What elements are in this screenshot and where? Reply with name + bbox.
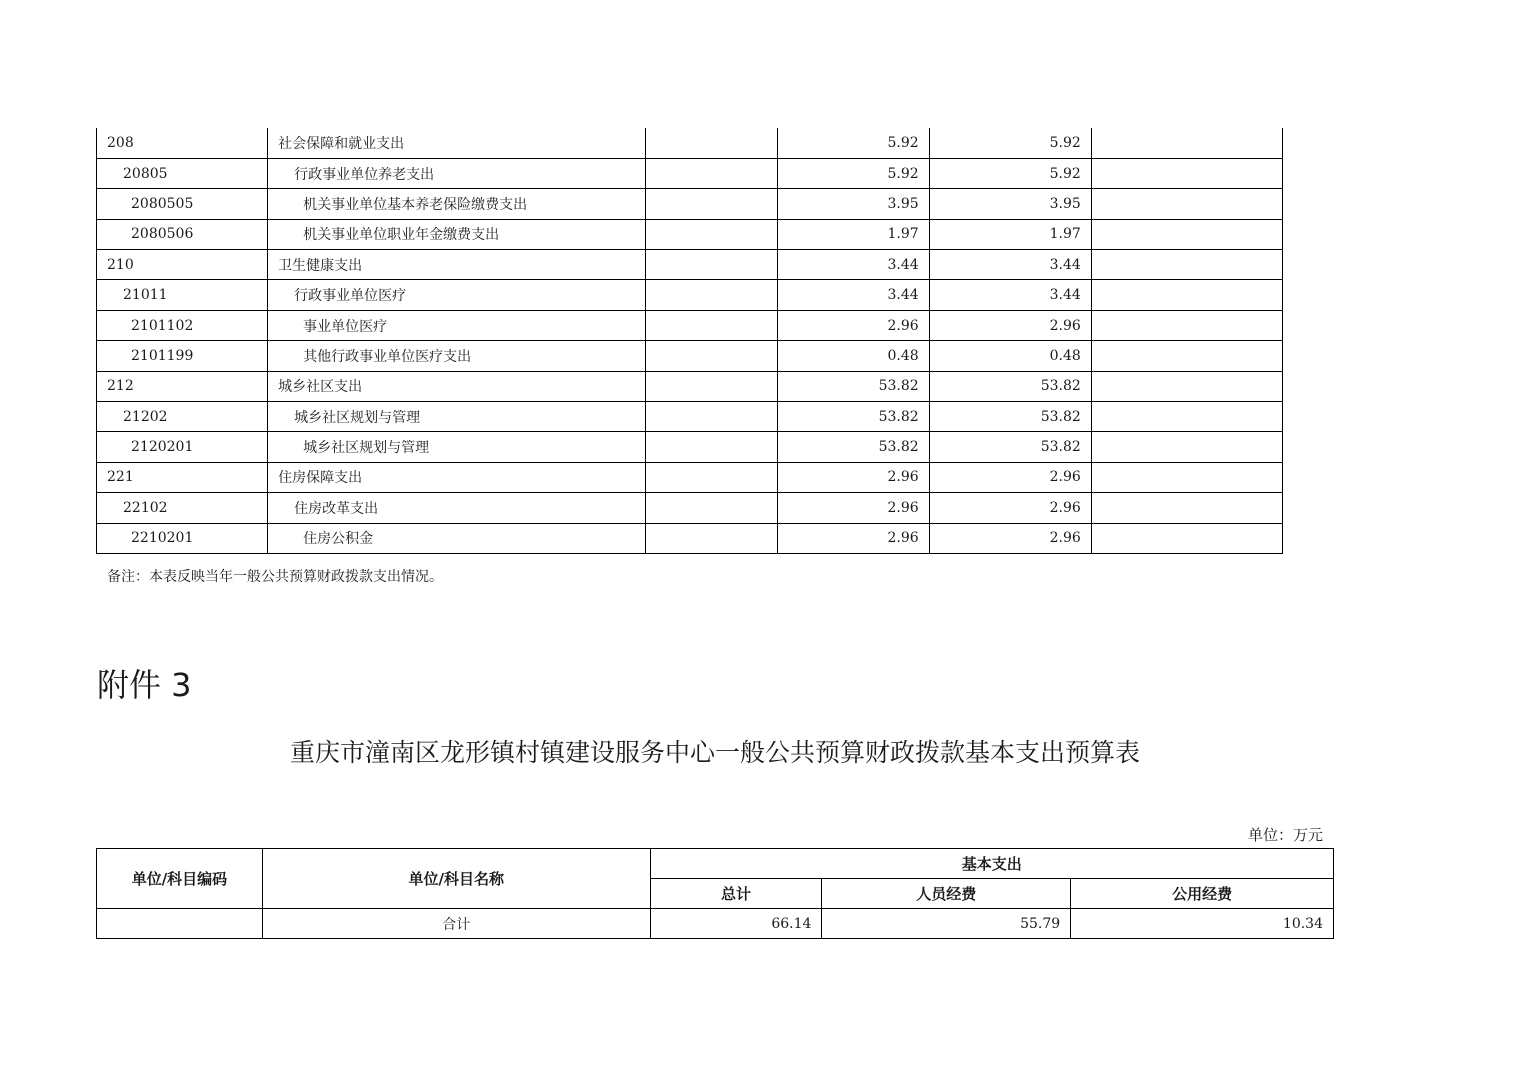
row-code: 2101199 xyxy=(97,341,268,371)
header-code: 单位/科目编码 xyxy=(97,849,263,909)
row-project xyxy=(1091,189,1282,219)
row-blank xyxy=(646,371,777,401)
row-name: 机关事业单位基本养老保险缴费支出 xyxy=(268,189,646,219)
row-total: 2.96 xyxy=(777,310,929,340)
row-project xyxy=(1091,219,1282,249)
row-total: 2.96 xyxy=(777,493,929,523)
row-basic: 2.96 xyxy=(929,523,1091,553)
row-basic: 2.96 xyxy=(929,310,1091,340)
table-row xyxy=(97,341,1283,371)
row-blank xyxy=(646,189,777,219)
row-total: 3.44 xyxy=(777,250,929,280)
row-blank xyxy=(646,341,777,371)
row-project xyxy=(1091,432,1282,462)
table-row xyxy=(97,493,1283,523)
row-code: 22102 xyxy=(97,493,268,523)
row-total: 5.92 xyxy=(777,158,929,188)
row-basic: 3.44 xyxy=(929,250,1091,280)
table-row xyxy=(97,432,1283,462)
row-code: 20805 xyxy=(97,158,268,188)
row-total: 5.92 xyxy=(777,128,929,158)
table-row xyxy=(97,280,1283,310)
row-total: 53.82 xyxy=(777,402,929,432)
total-public: 10.34 xyxy=(1071,909,1334,939)
row-blank xyxy=(646,280,777,310)
header-personnel: 人员经费 xyxy=(822,879,1071,909)
row-basic: 3.95 xyxy=(929,189,1091,219)
row-basic: 53.82 xyxy=(929,371,1091,401)
row-project xyxy=(1091,402,1282,432)
row-total: 2.96 xyxy=(777,462,929,492)
row-name: 机关事业单位职业年金缴费支出 xyxy=(268,219,646,249)
row-blank xyxy=(646,250,777,280)
row-code: 208 xyxy=(97,128,268,158)
total-row xyxy=(97,909,1334,939)
row-total: 1.97 xyxy=(777,219,929,249)
row-code: 21011 xyxy=(97,280,268,310)
row-blank xyxy=(646,432,777,462)
appropriation-expenditure-table xyxy=(96,128,1283,554)
total-total: 66.14 xyxy=(650,909,822,939)
row-name: 事业单位医疗 xyxy=(268,310,646,340)
row-basic: 3.44 xyxy=(929,280,1091,310)
row-code: 2210201 xyxy=(97,523,268,553)
row-blank xyxy=(646,493,777,523)
unit-label: 单位：万元 xyxy=(1247,826,1323,844)
header-name: 单位/科目名称 xyxy=(262,849,650,909)
row-basic: 2.96 xyxy=(929,493,1091,523)
table-row xyxy=(97,523,1283,553)
row-total: 2.96 xyxy=(777,523,929,553)
table-row xyxy=(97,189,1283,219)
row-project xyxy=(1091,341,1282,371)
basic-expenditure-table xyxy=(96,848,1334,939)
row-project xyxy=(1091,250,1282,280)
row-name: 住房改革支出 xyxy=(268,493,646,523)
row-total: 53.82 xyxy=(777,432,929,462)
header-total: 总计 xyxy=(650,879,822,909)
row-project xyxy=(1091,371,1282,401)
row-project xyxy=(1091,493,1282,523)
row-name: 卫生健康支出 xyxy=(268,250,646,280)
table-row xyxy=(97,128,1283,158)
row-total: 3.44 xyxy=(777,280,929,310)
row-code: 2101102 xyxy=(97,310,268,340)
row-project xyxy=(1091,462,1282,492)
table-row xyxy=(97,371,1283,401)
row-blank xyxy=(646,219,777,249)
row-code: 21202 xyxy=(97,402,268,432)
document-title: 重庆市潼南区龙形镇村镇建设服务中心一般公共预算财政拨款基本支出预算表 xyxy=(289,738,1140,767)
table-row xyxy=(97,219,1283,249)
row-basic: 5.92 xyxy=(929,158,1091,188)
row-blank xyxy=(646,310,777,340)
row-name: 其他行政事业单位医疗支出 xyxy=(268,341,646,371)
row-code: 221 xyxy=(97,462,268,492)
row-project xyxy=(1091,280,1282,310)
total-code xyxy=(97,909,263,939)
row-name: 城乡社区规划与管理 xyxy=(268,432,646,462)
row-name: 住房公积金 xyxy=(268,523,646,553)
table-note: 备注：本表反映当年一般公共预算财政拨款支出情况。 xyxy=(107,569,443,585)
row-blank xyxy=(646,523,777,553)
row-code: 2080505 xyxy=(97,189,268,219)
row-total: 53.82 xyxy=(777,371,929,401)
row-project xyxy=(1091,128,1282,158)
row-total: 3.95 xyxy=(777,189,929,219)
row-total: 0.48 xyxy=(777,341,929,371)
table-row xyxy=(97,402,1283,432)
header-basic-expenditure: 基本支出 xyxy=(650,849,1333,879)
row-name: 住房保障支出 xyxy=(268,462,646,492)
row-blank xyxy=(646,402,777,432)
row-name: 行政事业单位养老支出 xyxy=(268,158,646,188)
header-public: 公用经费 xyxy=(1071,879,1334,909)
table-row xyxy=(97,310,1283,340)
row-blank xyxy=(646,462,777,492)
header-row-1 xyxy=(97,849,1334,879)
row-project xyxy=(1091,158,1282,188)
row-basic: 53.82 xyxy=(929,402,1091,432)
table-row xyxy=(97,462,1283,492)
row-basic: 1.97 xyxy=(929,219,1091,249)
row-project xyxy=(1091,523,1282,553)
row-blank xyxy=(646,158,777,188)
row-code: 210 xyxy=(97,250,268,280)
row-code: 2080506 xyxy=(97,219,268,249)
row-name: 社会保障和就业支出 xyxy=(268,128,646,158)
row-code: 2120201 xyxy=(97,432,268,462)
table-row xyxy=(97,158,1283,188)
row-project xyxy=(1091,310,1282,340)
table-row xyxy=(97,250,1283,280)
row-basic: 2.96 xyxy=(929,462,1091,492)
row-code: 212 xyxy=(97,371,268,401)
row-name: 行政事业单位医疗 xyxy=(268,280,646,310)
row-blank xyxy=(646,128,777,158)
row-basic: 0.48 xyxy=(929,341,1091,371)
row-basic: 53.82 xyxy=(929,432,1091,462)
row-basic: 5.92 xyxy=(929,128,1091,158)
row-name: 城乡社区支出 xyxy=(268,371,646,401)
row-name: 城乡社区规划与管理 xyxy=(268,402,646,432)
total-personnel: 55.79 xyxy=(822,909,1071,939)
total-name: 合计 xyxy=(262,909,650,939)
annex-label: 附件 3 xyxy=(97,666,192,704)
